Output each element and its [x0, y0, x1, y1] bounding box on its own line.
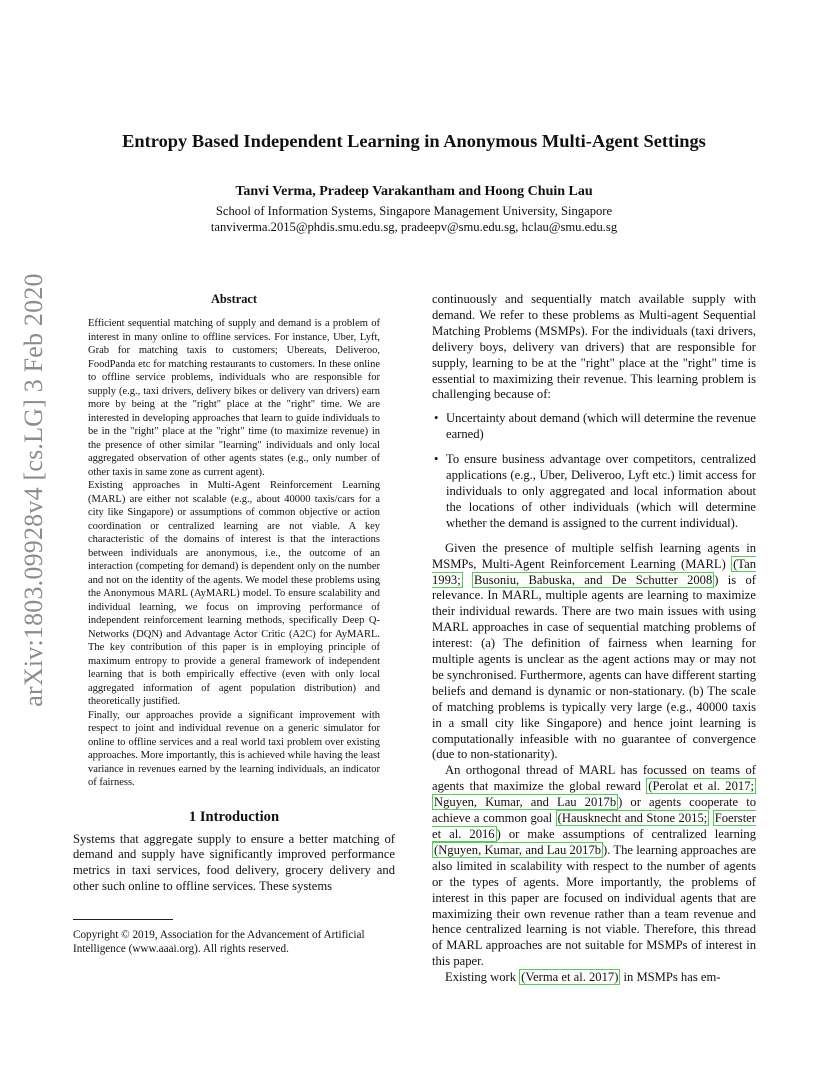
- citation-link[interactable]: (Verma et al. 2017): [521, 970, 619, 985]
- citation-link[interactable]: (Tan 1993;: [432, 556, 756, 587]
- right-paragraph-2: [432, 541, 756, 764]
- text-span: ) or make assumptions of centralized learning: [496, 827, 757, 841]
- text-span: Existing work: [445, 970, 520, 985]
- text-span: ). The learning approaches are also limited in scalability with respect to the number of agents or the types of agents. More importantly, the problems of interest in this paper are focused on individual agents that are maximizing their own revenue rather than a team revenue and hence centralized learning is not viable. Therefore, this thread of MARL approaches are not suitable for MSMPs of interest in this paper.: [432, 842, 756, 969]
- bullet-icon: •: [434, 411, 439, 426]
- citation-link[interactable]: Nguyen, Kumar, and Lau 2017b: [434, 795, 617, 810]
- arxiv-stamp: [14, 273, 54, 707]
- copyright-text: Copyright © 2019, Association for the Advancement of Artificial Intelligence (www.aaai.org). All rights reserved.: [73, 929, 365, 955]
- citation-link[interactable]: (Perolat et al. 2017;: [648, 779, 754, 794]
- author-emails: tanviverma.2015@phdis.smu.edu.sg, pradeepv@smu.edu.sg, hclau@smu.edu.sg: [210, 220, 618, 234]
- abstract-paragraph-3: Finally, our approaches provide a significant improvement with respect to joint and individual revenue on a generic simulator for online to offline services and a real world taxi problem over existing approaches. More importantly, this is achieved while having the least variance in revenues earned by the learning individuals, an indicator of fairness.: [88, 709, 380, 788]
- right-paragraph-1: continuously and sequentially match available supply with demand. We refer to these problems as Multi-agent Sequential Matching Problems (MSMPs). For the individuals (taxi drivers, delivery boys, delivery van drivers) that are responsible for supply, learning to be at the "right" place at the "right" time is essential to maximizing their revenue. This learning problem is challenging because of:: [432, 292, 756, 402]
- text-span: ) is of relevance. In MARL, multiple agents are learning to maximize their individual rewards. There are two main issues with using MARL approaches in case of sequential matching problems of interest: (a) The definition of fairness when learning for multiple agents is unclear as the agent actions may or may not be synchronised. Furthermore, agents can have different starting beliefs and demand is dynamic or non-stationary. (b) The scale of matching problems is typically very large (e.g., 40000 taxis in a small city like Singapore) and hence joint learning is computationally infeasible with no guarantee of convergence (due to non-stationarity).: [432, 572, 756, 762]
- list-item: [432, 452, 756, 532]
- right-paragraph-4: [432, 970, 756, 986]
- citation-link[interactable]: Foerster et al. 2016: [432, 811, 756, 841]
- arxiv-stamp-text: arXiv:1803.09928v4 [cs.LG] 3 Feb 2020: [19, 273, 48, 707]
- affiliation-block: [0, 203, 828, 235]
- right-column: [432, 292, 756, 986]
- abstract-paragraph-2: Existing approaches in Multi-Agent Reinforcement Learning (MARL) are either not scalable (e.g., about 40000 taxis/cars for a city like Singapore) or assumptions of common objective or action coordination or centralized learning are not viable. A key characteristic of the domains of interest is that the interactions between individuals are anonymous, i.e., the outcome of an interaction (competing for demand) is dependent only on the number and not on the identity of the agents. We model these problems using the Anonymous MARL (AyMARL) model. To ensure scalability and individual learning, we focus on improving performance of independent reinforcement learning methods, specifically Deep Q-Networks (DQN) and Advantage Actor Critic (A2C) for AyMARL. The key contribution of this paper is in employing principle of maximum entropy to provide a general framework of independent learning that is both empirically effective (even with only local aggregated information of agent population distribution) and theoretically justified.: [88, 480, 380, 707]
- citation-link[interactable]: (Nguyen, Kumar, and Lau 2017b: [434, 842, 602, 857]
- bullet-text: To ensure business advantage over competitors, centralized applications (e.g., Uber, Deliveroo, Lyft etc.) limit access for individuals to only aggregated and local information about the locations of other individuals (which will determine whether the demand is assigned to the current individual).: [446, 452, 756, 530]
- right-paragraph-3: [432, 763, 756, 970]
- paper-title: Entropy Based Independent Learning in Anonymous Multi-Agent Settings: [122, 131, 706, 151]
- text-span: Given the presence of multiple selfish learning agents in MSMPs, Multi-Agent Reinforcement Learning (MARL): [432, 540, 756, 571]
- text-span: An orthogonal thread of MARL has focussed on teams of agents that maximize the global reward: [432, 763, 756, 794]
- bullet-text: Uncertainty about demand (which will determine the revenue earned): [446, 411, 756, 442]
- author-list: Tanvi Verma, Pradeep Varakantham and Hoong Chuin Lau: [235, 184, 593, 199]
- affiliation: School of Information Systems, Singapore Management University, Singapore: [215, 204, 613, 218]
- section-heading-introduction: 1 Introduction: [188, 808, 280, 825]
- abstract-heading: Abstract: [210, 292, 258, 306]
- abstract-paragraph-1: Efficient sequential matching of supply and demand is a problem of interest in many online to offline services. For instance, Uber, Lyft, Grab for matching taxis to customers; Ubereats, Deliveroo, FoodPanda etc for matching restaurants to customers. In these online to offline service problems, individuals who are responsible for supply (e.g., taxi drivers, delivery bikes or delivery van drivers) earn more by being at the "right" place at the "right" time. We are interested in developing approaches that learn to guide individuals to be in the "right" place at the "right" time (to maximize revenue) in the presence of other similar "learning" individuals and only local aggregated observation of other agents states (e.g., only number of other taxis in same zone as current agent).: [88, 318, 380, 478]
- left-column: [73, 292, 395, 895]
- text-span: ) or agents cooperate to achieve a common goal: [432, 795, 756, 826]
- citation-link[interactable]: Busoniu, Babuska, and De Schutter 2008: [474, 572, 713, 587]
- list-item: [432, 411, 756, 443]
- text-span: in MSMPs has em-: [620, 970, 721, 985]
- copyright-footnote: [73, 919, 395, 956]
- citation-link[interactable]: (Hausknecht and Stone 2015;: [557, 811, 708, 826]
- intro-paragraph-1: Systems that aggregate supply to ensure a better matching of demand and supply have significantly improved performance metrics in taxi services, food delivery, grocery delivery and other such online to offline services. These systems: [73, 831, 395, 894]
- bullet-icon: •: [434, 452, 439, 467]
- footnote-rule: [73, 919, 173, 920]
- challenge-list: [432, 411, 756, 531]
